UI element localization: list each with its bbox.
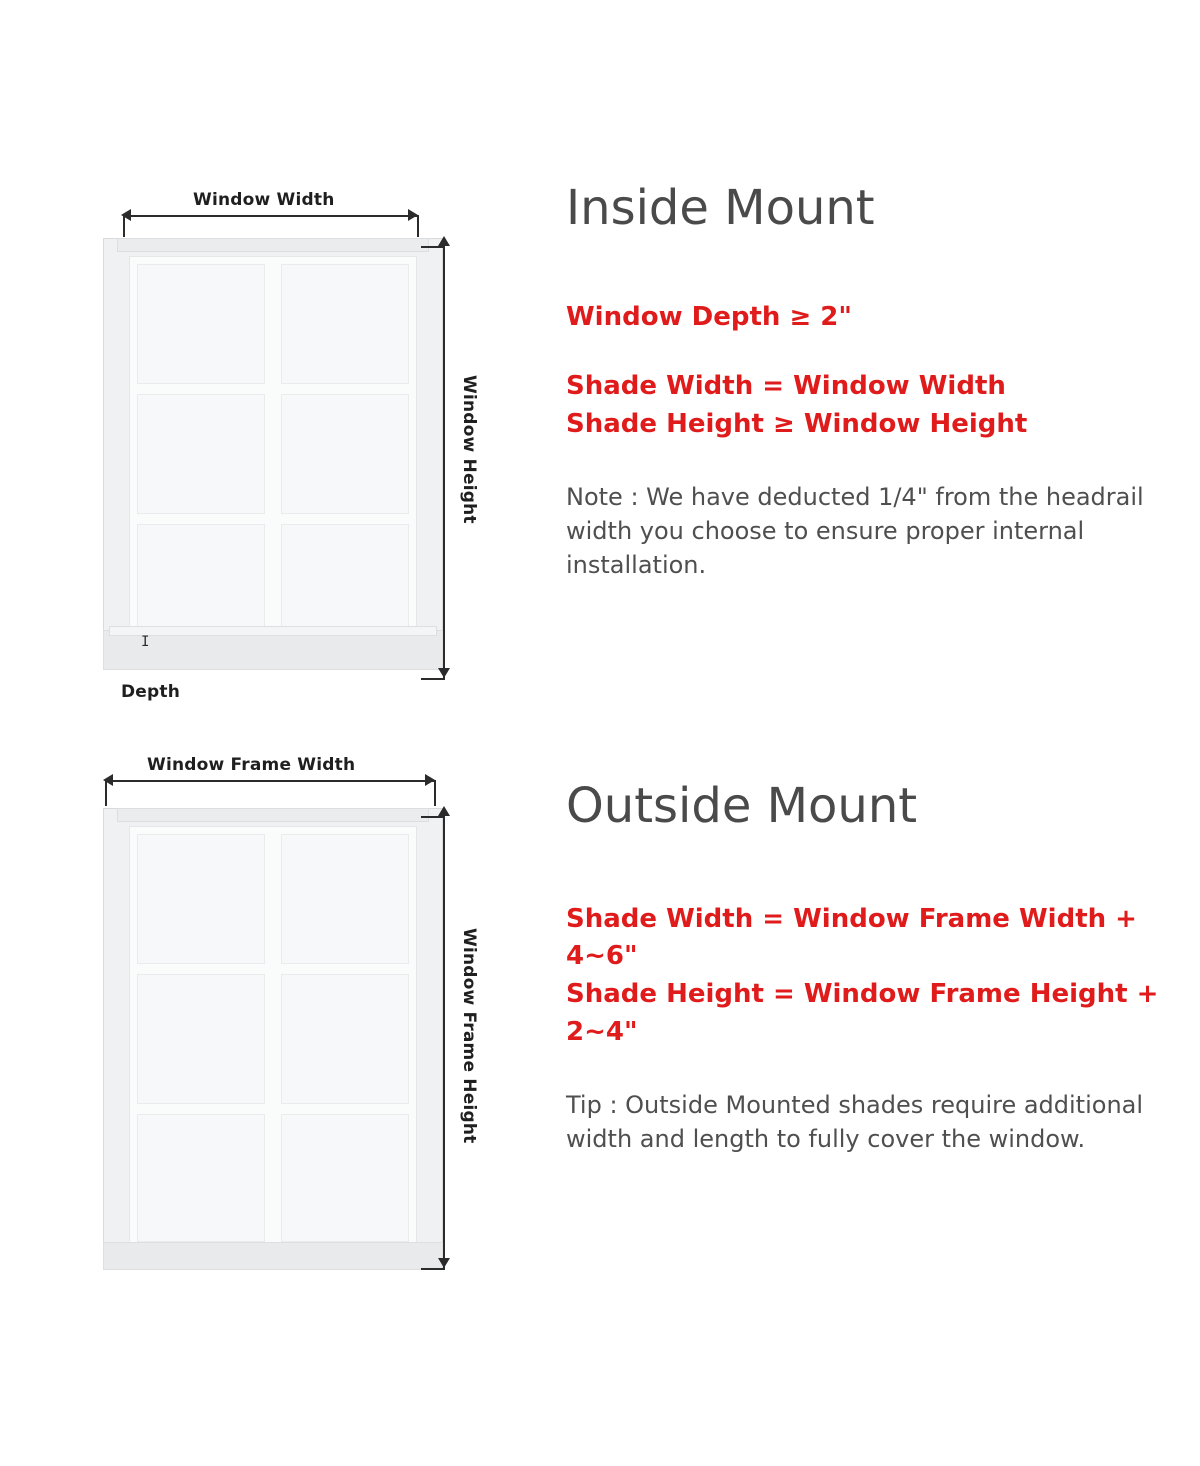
- window-frame-height-tick-top: [421, 816, 445, 818]
- window-depth-label: Depth: [121, 682, 181, 702]
- window-frame-height-measure-line: [443, 816, 445, 1268]
- outside-rule-width: Shade Width = Window Frame Width + 4~6": [566, 903, 1137, 972]
- window-pane: [137, 394, 265, 514]
- inside-rule-width: Shade Width = Window Width: [566, 371, 1006, 402]
- outside-rule-height: Shade Height = Window Frame Height + 2~4": [566, 979, 1159, 1047]
- window-width-tick-left: [123, 215, 125, 237]
- window-sill-lip: [109, 626, 437, 636]
- window-frame-height-arrow-down: [438, 1258, 450, 1268]
- outside-note: Tip : Outside Mounted shades require additional width and length to fully cover the window.: [566, 1090, 1144, 1153]
- window-frame-height-arrow-up: [438, 806, 450, 816]
- window-width-label: Window Width: [193, 190, 335, 210]
- window-frame-width-tick-left: [105, 780, 107, 806]
- window-sill: [103, 1242, 443, 1270]
- window-pane: [281, 974, 409, 1104]
- window-sill: [103, 630, 443, 670]
- window-pane: [281, 524, 409, 634]
- window-pane: [137, 1114, 265, 1242]
- inside-mount-text: [566, 182, 1166, 582]
- window-pane: [137, 264, 265, 384]
- inside-mount-diagram: [95, 190, 495, 710]
- window-frame-width-label: Window Frame Width: [147, 755, 356, 775]
- inside-rule-depth: Window Depth ≥ 2": [566, 301, 852, 332]
- outside-mount-diagram: [95, 750, 495, 1290]
- window-pane: [137, 524, 265, 634]
- window-pane: [137, 834, 265, 964]
- inside-note: Note : We have deducted 1/4" from the headrail width you choose to ensure proper internal installation.: [566, 482, 1144, 580]
- window-height-label: Window Height: [459, 375, 479, 524]
- window-pane: [281, 264, 409, 384]
- window-height-tick-top: [421, 246, 445, 248]
- window-height-measure-line: [443, 246, 445, 678]
- window-height-tick-bottom: [421, 678, 445, 680]
- window-pane: [281, 834, 409, 964]
- inside-mount-title: Inside Mount: [566, 180, 875, 236]
- window-frame-height-label: Window Frame Height: [459, 928, 479, 1144]
- outside-mount-section: [0, 740, 1200, 1466]
- outside-mount-title: Outside Mount: [566, 778, 918, 834]
- window-width-measure-line: [123, 215, 418, 217]
- window-pane: [281, 1114, 409, 1242]
- window-frame-height-tick-bottom: [421, 1268, 445, 1270]
- depth-marker-icon: I: [141, 634, 150, 650]
- window-frame-width-tick-right: [434, 780, 436, 806]
- window-width-tick-right: [417, 215, 419, 237]
- window-pane: [137, 974, 265, 1104]
- headrail: [117, 238, 429, 252]
- outside-mount-text: [566, 780, 1166, 1156]
- headrail: [117, 808, 429, 822]
- inside-rule-height: Shade Height ≥ Window Height: [566, 409, 1028, 440]
- window-height-arrow-up: [438, 236, 450, 246]
- window-pane: [281, 394, 409, 514]
- window-height-arrow-down: [438, 668, 450, 678]
- window-frame-width-measure-line: [105, 780, 435, 782]
